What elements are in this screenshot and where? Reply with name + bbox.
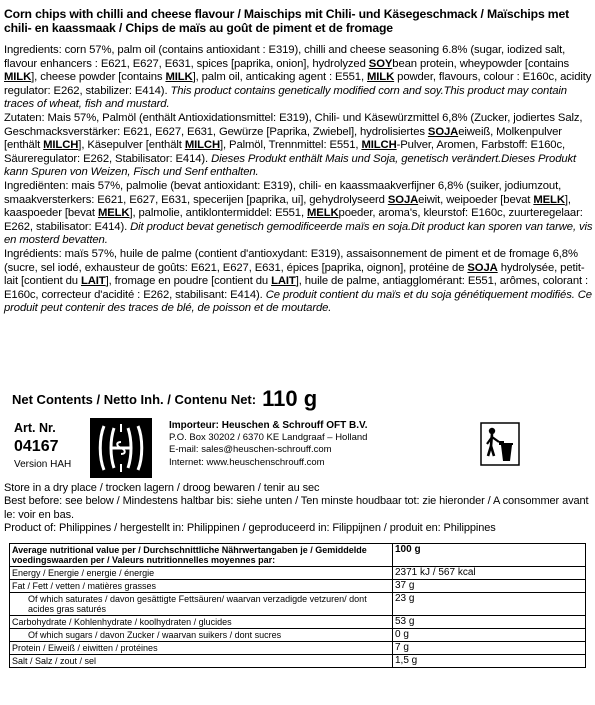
ingredients-en [4, 44, 593, 112]
nutrition-row [10, 655, 586, 668]
ingredients-de [4, 112, 593, 180]
allergen: MILCH [184, 139, 220, 152]
allergen: SOJA [387, 193, 419, 206]
ingredients-text: powder, flavours, colour : E160c, acidity regulator: E262, stabilizer: E414). [4, 71, 592, 97]
importer-website: Internet: www.heuschenschrouff.com [169, 456, 325, 468]
nutrition-row [10, 593, 586, 616]
allergen: MELK [307, 207, 339, 220]
ingredients-fr [4, 248, 593, 316]
net-contents-label: Net Contents / Netto Inh. / Contenu Net: [12, 392, 257, 407]
nutrition-row [10, 580, 586, 593]
importer-address: P.O. Box 30202 / 6370 KE Landgraaf – Holland [169, 432, 368, 444]
nutrient-value: 37 g [393, 580, 586, 593]
tidyman-bin-icon [480, 422, 520, 466]
importer-info [169, 420, 368, 469]
nutrient-label: Protein / Eiweiß / eiwitten / protéines [10, 642, 393, 655]
ingredients-text: Ingrédients: maïs 57%, huile de palme (contient d'antioxydant: E319), assaisonnement de piment et de fromage 6,8% (sucre, sel iodé, exhausteur de goûts: E621, E627, E631, épices [paprika, oignon], protéine de [4, 247, 578, 274]
article-number: 04167 [14, 438, 59, 455]
nutrient-label: Salt / Salz / zout / sel [10, 655, 393, 668]
allergen: MILK [4, 71, 32, 84]
nutrient-label: Energy / Energie / energie / énergie [10, 567, 393, 580]
allergen: SOY [368, 57, 393, 70]
product-origin: Product of: Philippines / hergestellt in: Philippinen / geproduceerd in: Filippijnen / produit en: Philippines [4, 522, 496, 535]
net-contents [12, 386, 317, 413]
importer-heading: Importeur: Heuschen & Schrouff OFT B.V. [169, 420, 368, 431]
ingredients-text: eiwit, weipoeder [bevat [418, 193, 534, 206]
nutrition-table [9, 543, 586, 668]
ingredients-section [4, 44, 593, 316]
gmo-note: Dieses Produkt enthält Mais und Soja, genetisch verändert.Dieses Produkt kann Spuren von Weizen, Fisch und Senf enthalten. [4, 152, 577, 179]
gmo-note: Ce produit contient du maïs et du soja génétiquement modifiés. Ce produit peut contenir des traces de blé, de poisson et de moutarde. [4, 288, 592, 315]
ingredients-text: ], huile de palme, antiagglomérant: E551, arômes, colorant : E160c, correcteur d'acidité : E262, stabilisant: E414). [4, 275, 589, 301]
product-title: Corn chips with chilli and cheese flavour / Maischips mit Chili- und Käsegeschmack / Maïschips met chili- en kaassmaak / Chips de maïs au goût de piment et de fromage [4, 7, 570, 35]
nutrition-row [10, 567, 586, 580]
ingredients-text: Ingrediënten: mais 57%, palmolie (bevat antioxidant: E319), chili- en kaassmaakverfijner 6,8% (suiker, jodiumzout, smaakversterkers: E621, E627, E631, specerijen [paprika, ui], gehydrolyseerd [4, 179, 562, 206]
ingredients-text: Ingredients: corn 57%, palm oil (contains antioxidant : E319), chilli and cheese seasoning 6.8% (sugar, iodized salt, flavour enhancers : E621, E627, E631, spices [paprika, onion], hydrolyzed [4, 44, 566, 70]
allergen: MELK [533, 193, 565, 206]
storage-section [4, 482, 594, 536]
ingredients-text: ], palmolie, antiklontermiddel: E551, [129, 207, 308, 220]
ingredients-text: ], Palmöl, Trennmittel: E551, [219, 139, 362, 152]
ingredients-text: eiweiß, Molkenpulver [enthält [4, 125, 562, 152]
nutrition-row [10, 642, 586, 655]
nutrient-value: 0 g [393, 629, 586, 642]
allergen: MILK [367, 71, 395, 84]
ingredients-text: ], Käsepulver [enthält [78, 139, 185, 152]
nutrient-value: 53 g [393, 616, 586, 629]
nutrient-value: 23 g [393, 593, 586, 616]
nutrition-header-label: Average nutritional value per / Durchschnittliche Nährwertangaben je / Gemiddelde voedingswaarden per / Valeurs nutritionnelles moyennes par: [10, 544, 393, 567]
article-label: Art. Nr. [14, 421, 56, 435]
nutrition-header-row [10, 544, 586, 567]
nutrition-row [10, 629, 586, 642]
hs-logo-icon [90, 418, 152, 478]
ingredients-text: ], cheese powder [contains [31, 71, 166, 84]
allergen: MELK [97, 207, 130, 220]
allergen: SOJA [427, 125, 459, 138]
article-version: Version HAH [14, 459, 72, 470]
nutrition-header-value: 100 g [393, 544, 586, 567]
ingredients-text: ], kaaspoeder [bevat [4, 193, 571, 220]
gmo-note: This product contains genetically modified corn and soy.This product may contain traces of wheat, fish and mustard. [4, 84, 567, 111]
storage-instructions: Store in a dry place / trocken lagern / droog bewaren / tenir au sec [4, 482, 320, 494]
article-info [14, 420, 84, 471]
nutrient-value: 7 g [393, 642, 586, 655]
allergen: SOJA [467, 261, 498, 274]
nutrient-label: Carbohydrate / Kohlenhydrate / koolhydraten / glucides [10, 616, 393, 629]
tidyman-graphic [480, 422, 520, 466]
ingredients-text: hydrolysée, petit-lait [contient du [4, 261, 585, 288]
ingredients-text: ], fromage en poudre [contient du [105, 275, 272, 288]
allergen: LAIT [80, 275, 106, 288]
ingredients-text: Zutaten: Mais 57%, Palmöl (enthält Antioxidationsmittel: E319), Chili- und Käsewürzmittel 6,8% (Zucker, jodiertes Salz, Geschmacksverstärker: E621, E627, E631, Gewürze [Paprika, Zwiebel], hydrolisiertes [4, 111, 583, 138]
allergen: LAIT [271, 275, 296, 288]
best-before: Best before: see below / Mindestens haltbar bis: siehe unten / Ten minste houdbaar tot: zie hieronder / A consommer avant le: voir en bas. [4, 495, 589, 521]
nutrient-label: Of which sugars / davon Zucker / waarvan suikers / dont sucres [10, 629, 393, 642]
nutrient-label: Fat / Fett / vetten / matières grasses [10, 580, 393, 593]
gmo-note: Dit product bevat genetisch gemodificeerde maïs en soja.Dit product kan sporen van tarwe, vis en mosterd bevatten. [4, 220, 593, 247]
hs-logo-graphic [90, 418, 152, 478]
ingredients-text: ], palm oil, anticaking agent : E551, [192, 71, 367, 84]
importer-email: E-mail: sales@heuschen-schrouff.com [169, 444, 332, 456]
nutrient-value: 2371 kJ / 567 kcal [393, 567, 586, 580]
nutrient-value: 1,5 g [393, 655, 586, 668]
allergen: MILCH [361, 139, 397, 152]
ingredients-nl [4, 180, 593, 248]
net-contents-value: 110 g [262, 386, 318, 411]
allergen: MILK [165, 71, 193, 84]
ingredients-text: bean protein, wheypowder [contains [392, 57, 570, 70]
ingredients-text: poeder, aroma's, kleurstof: E160c, zuurteregelaar: E262, stabilisator: E414). [4, 207, 583, 233]
allergen: MILCH [43, 139, 79, 152]
nutrient-label: Of which saturates / davon gesättigte Fettsäuren/ waarvan verzadigde vetzuren/ dont acides gras saturés [10, 593, 393, 616]
nutrition-row [10, 616, 586, 629]
ingredients-text: -Pulver, Aromen, Farbstoff: E160c, Säureregulator: E262, Stabilisator: E414). [4, 139, 565, 165]
